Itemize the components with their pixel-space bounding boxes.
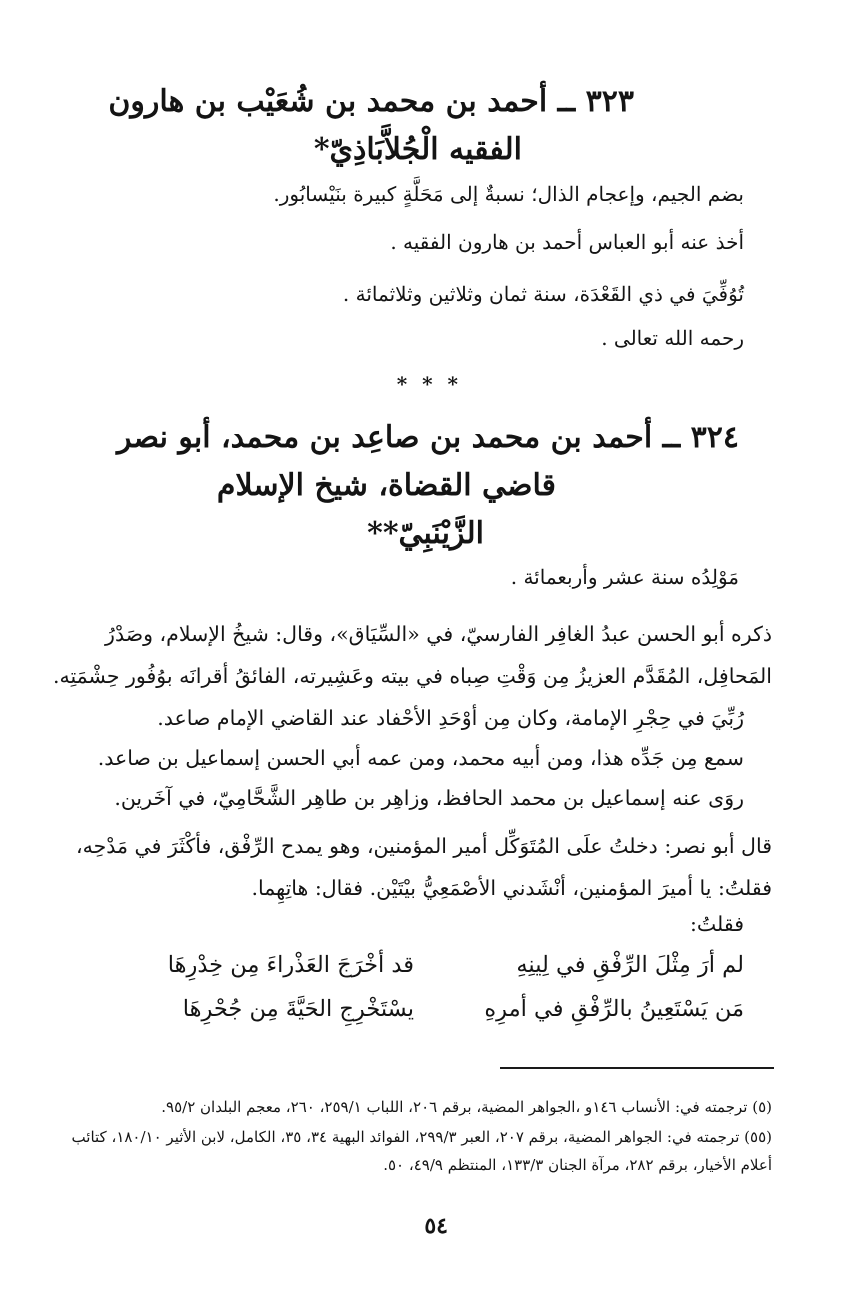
entry-324-line-5: روَى عنه إسماعيل بن محمد الحافظ، وزاهِر بن طاهِر الشَّحَّامِيّ، في آخَرين. bbox=[114, 786, 744, 810]
entry-323-heading: ٣٢٣ ــ أحمد بن محمد بن شُعَيْب بن هارون bbox=[108, 84, 634, 119]
entry-323-line-1: بضم الجيم، وإعجام الذال؛ نسبةٌ إلى مَحَلَّةٍ كبيرة بنَيْسابُور. bbox=[273, 182, 744, 206]
entry-324-birth: مَوْلِدُه سنة عشر وأربعمائة . bbox=[510, 565, 739, 589]
section-separator: * * * bbox=[396, 372, 462, 396]
footnote-2: (٥٥) ترجمته في: الجواهر المضية، برقم ٢٠٧، العبر ٢٩٩/٣، الفوائد البهية ٣٤، ٣٥، الكامل، لابن الأثير ١٨٠/١٠، كتائب bbox=[71, 1128, 772, 1146]
footnote-1: (٥) ترجمته في: الأنساب ١٤٦و ،الجواهر المضية، برقم ٢٠٦، اللباب ٢٥٩/١، ٢٦٠، معجم البلدان ٩٥/٢. bbox=[161, 1098, 772, 1116]
entry-324-line-3: رُبِّيَ في حِجْرِ الإمامة، وكان مِن أوْحَدِ الأحْفاد عند القاضي الإمام صاعد. bbox=[157, 706, 744, 730]
footnote-divider bbox=[500, 1067, 774, 1069]
entry-324-line-8: فقلتُ: bbox=[690, 912, 744, 936]
entry-324-line-7: فقلتُ: يا أميرَ المؤمنين، أنْشَدني الأصْمَعِيُّ بيْتَيْن. فقال: هاتِهِما. bbox=[251, 876, 772, 900]
entry-323-line-4: رحمه الله تعالى . bbox=[601, 326, 744, 350]
entry-324-line-1: ذكره أبو الحسن عبدُ الغافِر الفارسيّ، في «السِّيَاق»، وقال: شيخُ الإسلام، وصَدْرُ bbox=[105, 622, 772, 646]
page-number: ٥٤ bbox=[424, 1213, 448, 1239]
poem-verse-1-hemistich-1: لم أرَ مِثْلَ الرِّفْقِ في لِينِهِ bbox=[516, 952, 744, 978]
poem-verse-2-hemistich-2: يسْتَخْرِجِ الحَيَّةَ مِن جُحْرِهَا bbox=[182, 996, 414, 1022]
entry-323-nisba: الفقيه الْجُلاَّبَاذِيّ* bbox=[313, 132, 522, 167]
entry-324-nisba: الزَّيْنَبِيّ** bbox=[367, 516, 484, 551]
entry-324-line-2: المَحافِل، المُقَدَّم العزيزُ مِن وَقْتِ صِباه في بيته وعَشِيرته، الفائقُ أقرانَه بوُفُور حِشْمَتِه. bbox=[52, 664, 772, 688]
entry-324-line-4: سمع مِن جَدِّه هذا، ومن أبيه محمد، ومن عمه أبي الحسن إسماعيل بن صاعد. bbox=[97, 746, 744, 770]
entry-324-heading: ٣٢٤ ــ أحمد بن محمد بن صاعِد بن محمد، أبو نصر bbox=[117, 420, 739, 455]
footnote-2-continuation: أعلام الأخيار، برقم ٢٨٢، مرآة الجنان ١٣٣/٣، المنتظم ٤٩/٩، ٥٠. bbox=[383, 1156, 772, 1174]
entry-324-line-6: قال أبو نصر: دخلتُ علَى المُتَوَكِّل أمير المؤمنين، وهو يمدح الرِّفْق، فأكْثَرَ في مَدْحِه، bbox=[76, 834, 772, 858]
entry-324-title-line: قاضي القضاة، شيخ الإسلام bbox=[216, 468, 556, 503]
poem-verse-2-hemistich-1: مَن يَسْتَعِينُ بالرِّفْقِ في أمرِهِ bbox=[484, 996, 744, 1022]
entry-323-line-2: أخذ عنه أبو العباس أحمد بن هارون الفقيه . bbox=[390, 230, 744, 254]
entry-323-line-3: تُوُفِّيَ في ذي القَعْدَة، سنة ثمان وثلاثين وثلاثمائة . bbox=[342, 282, 744, 306]
poem-verse-1-hemistich-2: قد أخْرَجَ العَذْراءَ مِن خِدْرِهَا bbox=[167, 952, 414, 978]
